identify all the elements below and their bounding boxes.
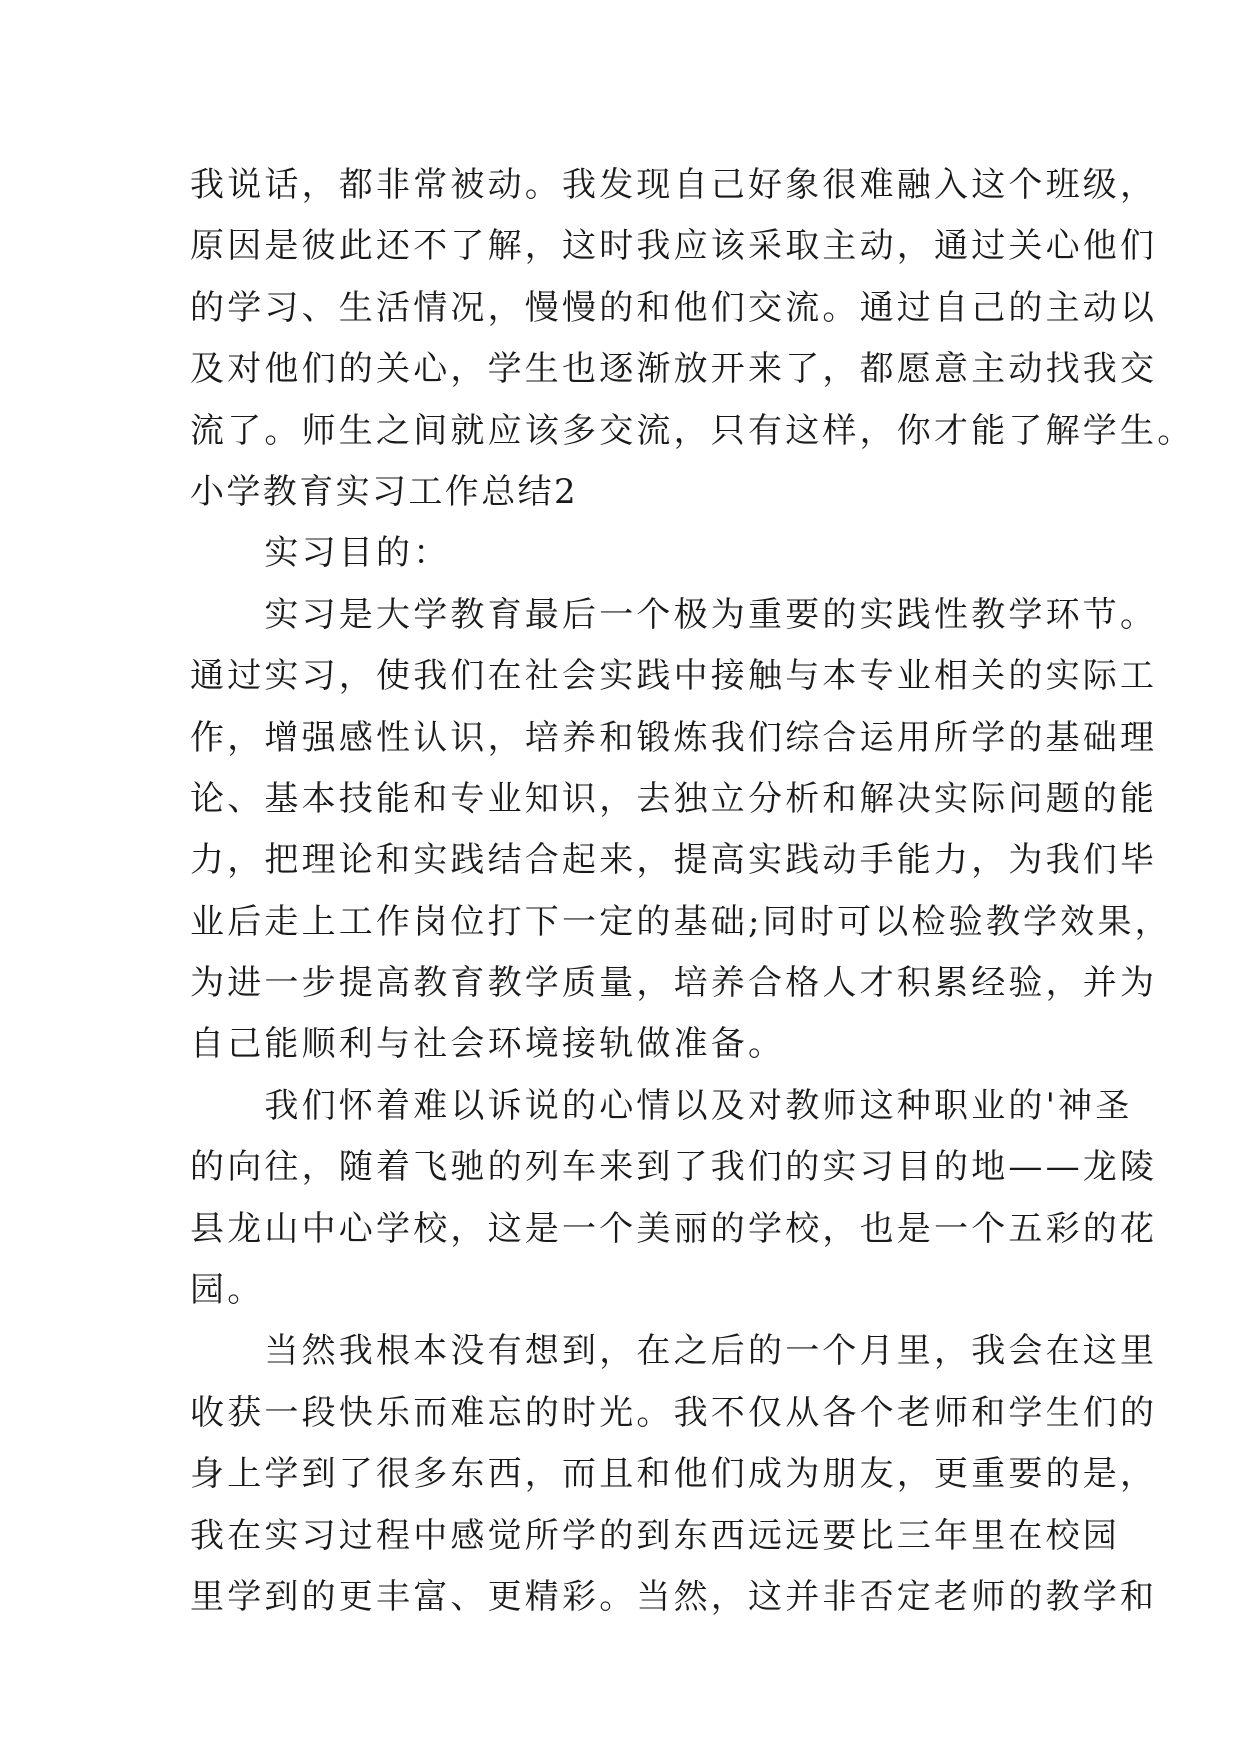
paragraph-line: 身上学到了很多东西，而且和他们成为朋友，更重要的是， [190, 1454, 1158, 1495]
document-body [190, 155, 1195, 1628]
paragraph-line: 通过实习，使我们在社会实践中接触与本专业相关的实际工 [190, 656, 1158, 697]
paragraph-line: 我在实习过程中感觉所学的到东西远远要比三年里在校园 [190, 1515, 1120, 1556]
paragraph-line: 原因是彼此还不了解，这时我应该采取主动，通过关心他们 [190, 226, 1158, 267]
paragraph-line: 我们怀着难以诉说的心情以及对教师这种职业的'神圣 [190, 1085, 1133, 1126]
paragraph-line: 里学到的更丰富、更精彩。当然，这并非否定老师的教学和 [190, 1576, 1158, 1617]
paragraph-line: 作，增强感性认识，培养和锻炼我们综合运用所学的基础理 [190, 717, 1158, 758]
section-title: 小学教育实习工作总结2 [190, 471, 579, 512]
paragraph-line: 流了。师生之间就应该多交流，只有这样，你才能了解学生。 [190, 410, 1195, 451]
paragraph-line: 收获一段快乐而难忘的时光。我不仅从各个老师和学生们的 [190, 1392, 1158, 1433]
paragraph-line: 为进一步提高教育教学质量，培养合格人才积累经验，并为 [190, 963, 1158, 1004]
paragraph-line: 我说话，都非常被动。我发现自己好象很难融入这个班级， [190, 165, 1158, 205]
paragraph-line: 园。 [190, 1270, 265, 1311]
paragraph-line: 当然我根本没有想到，在之后的一个月里，我会在这里 [190, 1331, 1158, 1372]
paragraph-line: 县龙山中心学校，这是一个美丽的学校，也是一个五彩的花 [190, 1208, 1158, 1249]
paragraph-line: 实习目的： [190, 533, 451, 574]
paragraph-line: 论、基本技能和专业知识，去独立分析和解决实际问题的能 [190, 778, 1158, 819]
paragraph-line: 业后走上工作岗位打下一定的基础;同时可以检验教学效果， [190, 901, 1172, 942]
paragraph-line: 实习是大学教育最后一个极为重要的实践性教学环节。 [190, 594, 1158, 635]
paragraph-line: 及对他们的关心，学生也逐渐放开来了，都愿意主动找我交 [190, 349, 1158, 390]
paragraph-line: 自己能顺利与社会环境接轨做准备。 [190, 1024, 786, 1065]
paragraph-line: 的学习、生活情况，慢慢的和他们交流。通过自己的主动以 [190, 287, 1158, 328]
paragraph-line: 的向往，随着飞驰的列车来到了我们的实习目的地——龙陵 [190, 1147, 1158, 1188]
paragraph-line: 力，把理论和实践结合起来，提高实践动手能力，为我们毕 [190, 840, 1158, 881]
